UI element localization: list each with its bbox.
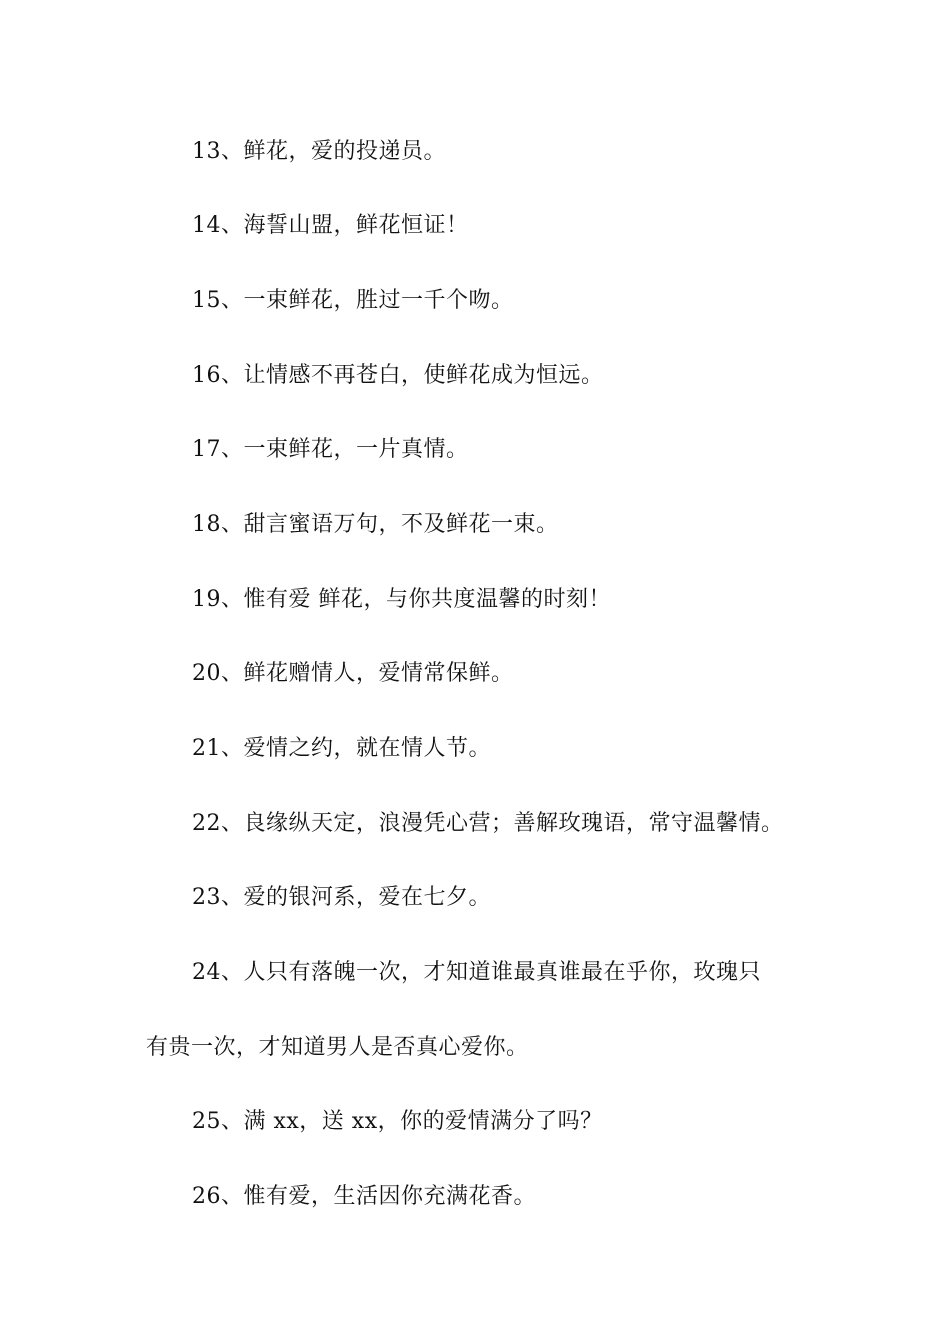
text-line-14: 14、海誓山盟，鲜花恒证！ [192, 213, 469, 238]
text-line-15: 15、一束鲜花，胜过一千个吻。 [192, 288, 514, 313]
text-line-24: 24、人只有落魄一次，才知道谁最真谁最在乎你，玫瑰只 [192, 960, 761, 985]
text-line-16: 16、让情感不再苍白，使鲜花成为恒远。 [192, 363, 604, 388]
text-line-18: 18、甜言蜜语万句，不及鲜花一束。 [192, 512, 559, 537]
text-line-24-continued: 有贵一次，才知道男人是否真心爱你。 [146, 1035, 529, 1060]
text-line-20: 20、鲜花赠情人，爱情常保鲜。 [192, 661, 514, 686]
text-line-19: 19、惟有爱 鲜花，与你共度温馨的时刻！ [192, 587, 611, 612]
text-line-22: 22、良缘纵天定，浪漫凭心营；善解玫瑰语，常守温馨情。 [192, 811, 784, 836]
text-line-13: 13、鲜花，爱的投递员。 [192, 139, 446, 164]
text-line-26: 26、惟有爱，生活因你充满花香。 [192, 1184, 536, 1209]
text-line-17: 17、一束鲜花，一片真情。 [192, 437, 469, 462]
text-line-25: 25、满 xx，送 xx，你的爱情满分了吗？ [192, 1109, 603, 1134]
text-line-21: 21、爱情之约，就在情人节。 [192, 736, 491, 761]
text-line-23: 23、爱的银河系，爱在七夕。 [192, 885, 491, 910]
